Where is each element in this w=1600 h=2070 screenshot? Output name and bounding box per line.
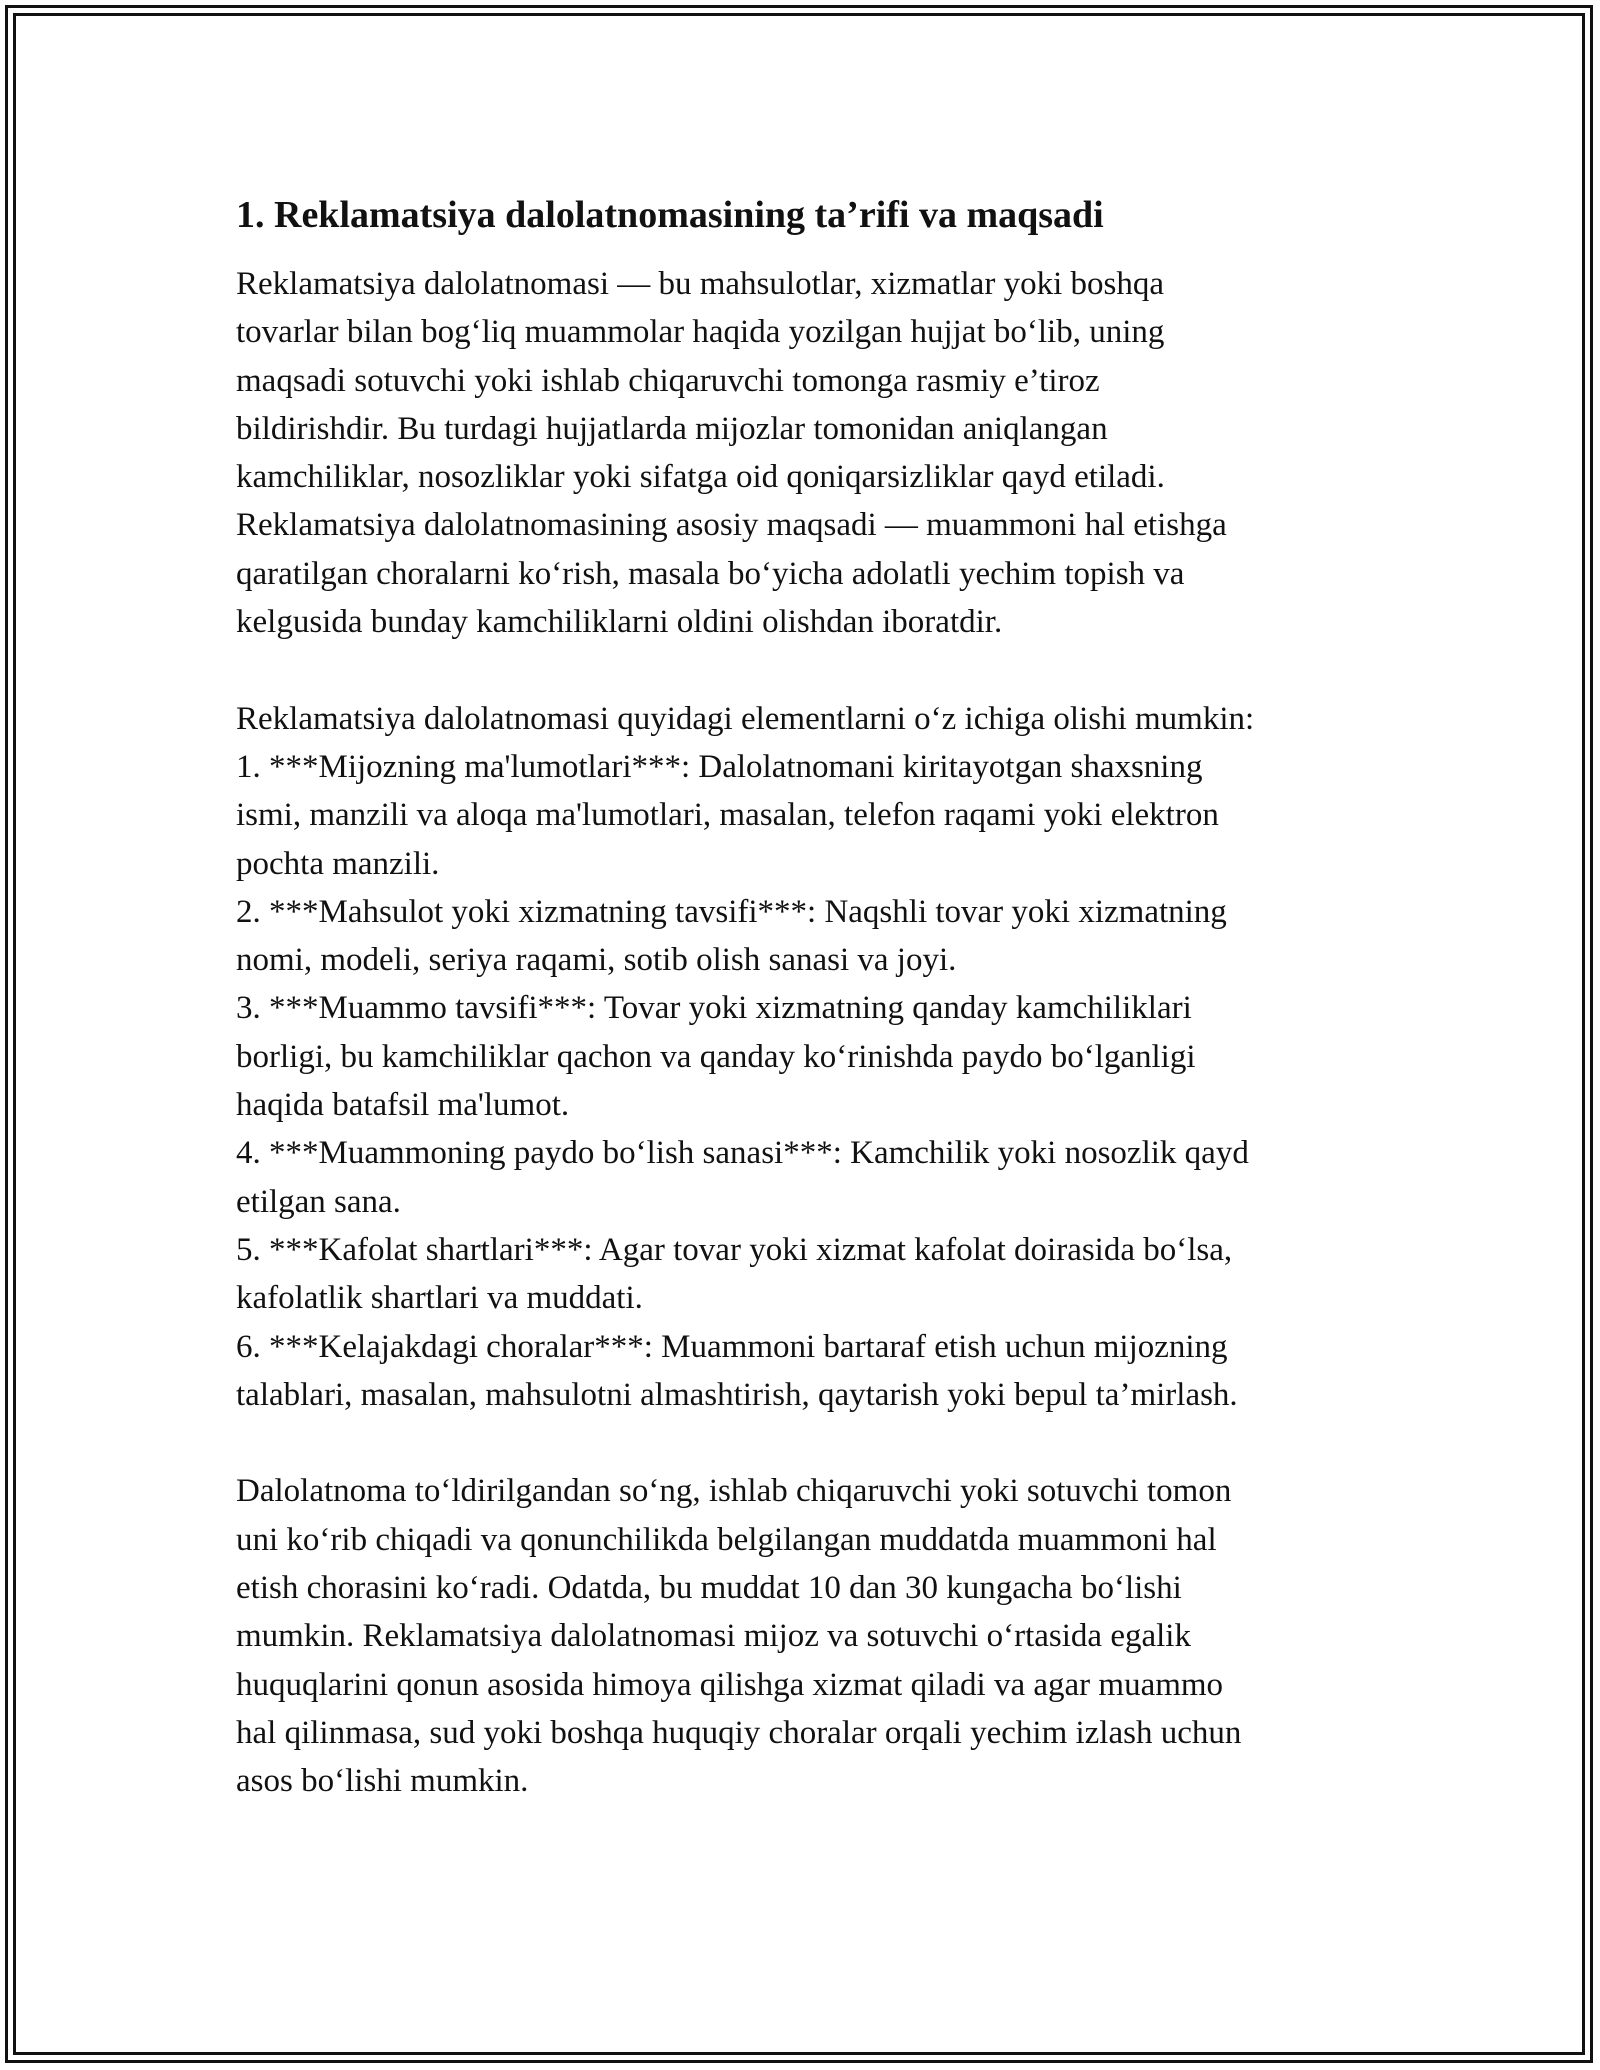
intro-line: kamchiliklar, nosozliklar yoki sifatga oid qoniqarsizliklar qayd etiladi. (236, 459, 1165, 496)
closing-line: uni ko‘rib chiqadi va qonunchilikda belgilangan muddatda muammoni hal (236, 1521, 1217, 1558)
list-item-line: 5. ***Kafolat shartlari***: Agar tovar yoki xizmat kafolat doirasida bo‘lsa, (236, 1231, 1233, 1268)
list-item-line: 6. ***Kelajakdagi choralar***: Muammoni bartaraf etish uchun mijozning (236, 1328, 1228, 1365)
closing-line: Dalolatnoma to‘ldirilgandan so‘ng, ishlab chiqaruvchi yoki sotuvchi tomon (236, 1473, 1232, 1510)
list-item-line: pochta manzili. (236, 845, 440, 882)
intro-line: bildirishdir. Bu turdagi hujjatlarda mijozlar tomonidan aniqlangan (236, 410, 1108, 447)
section-heading: 1. Reklamatsiya dalolatnomasining ta’rifi va maqsadi (236, 194, 1104, 236)
list-item-line: haqida batafsil ma'lumot. (236, 1087, 570, 1124)
list-item-line: talablari, masalan, mahsulotni almashtirish, qaytarish yoki bepul ta’mirlash. (236, 1376, 1238, 1413)
paragraph-gap (236, 646, 1376, 694)
list-item-line: ismi, manzili va aloqa ma'lumotlari, masalan, telefon raqami yoki elektron (236, 797, 1219, 834)
closing-line: huquqlarini qonun asosida himoya qilishga xizmat qiladi va agar muammo (236, 1666, 1224, 1703)
closing-line: asos bo‘lishi mumkin. (236, 1763, 529, 1800)
list-item-line: 4. ***Muammoning paydo bo‘lish sanasi***: Kamchilik yoki nosozlik qayd (236, 1135, 1249, 1172)
elements-list-paragraph (236, 695, 1376, 1419)
document-body (236, 184, 1376, 1806)
intro-line: Reklamatsiya dalolatnomasi — bu mahsulotlar, xizmatlar yoki boshqa (236, 266, 1164, 302)
list-item-line: nomi, modeli, seriya raqami, sotib olish sanasi va joyi. (236, 942, 957, 979)
paragraph-gap (236, 1419, 1376, 1467)
list-intro-line: Reklamatsiya dalolatnomasi quyidagi elementlarni o‘z ichiga olishi mumkin: (236, 700, 1255, 737)
list-item-line: etilgan sana. (236, 1183, 401, 1220)
closing-line: etish chorasini ko‘radi. Odatda, bu muddat 10 dan 30 kungacha bo‘lishi (236, 1570, 1182, 1607)
list-item-line: kafolatlik shartlari va muddati. (236, 1280, 643, 1317)
list-item-line: borligi, bu kamchiliklar qachon va qanday ko‘rinishda paydo bo‘lganligi (236, 1038, 1196, 1075)
intro-line: tovarlar bilan bog‘liq muammolar haqida yozilgan hujjat bo‘lib, uning (236, 314, 1165, 351)
closing-line: mumkin. Reklamatsiya dalolatnomasi mijoz va sotuvchi o‘rtasida egalik (236, 1618, 1191, 1655)
closing-line: hal qilinmasa, sud yoki boshqa huquqiy choralar orqali yechim izlash uchun (236, 1714, 1242, 1751)
intro-line: Reklamatsiya dalolatnomasining asosiy maqsadi — muammoni hal etishga (236, 507, 1227, 544)
list-item-line: 3. ***Muammo tavsifi***: Tovar yoki xizmatning qanday kamchiliklari (236, 990, 1192, 1027)
intro-paragraph (236, 260, 1376, 646)
intro-line: kelgusida bunday kamchiliklarni oldini olishdan iboratdir. (236, 604, 1003, 641)
intro-line: qaratilgan choralarni ko‘rish, masala bo‘yicha adolatli yechim topish va (236, 555, 1185, 592)
list-item-line: 2. ***Mahsulot yoki xizmatning tavsifi***: Naqshli tovar yoki xizmatning (236, 893, 1227, 930)
intro-line: maqsadi sotuvchi yoki ishlab chiqaruvchi tomonga rasmiy e’tiroz (236, 362, 1100, 399)
closing-paragraph (236, 1467, 1376, 1805)
list-item-line: 1. ***Mijozning ma'lumotlari***: Dalolatnomani kiritayotgan shaxsning (236, 748, 1203, 785)
